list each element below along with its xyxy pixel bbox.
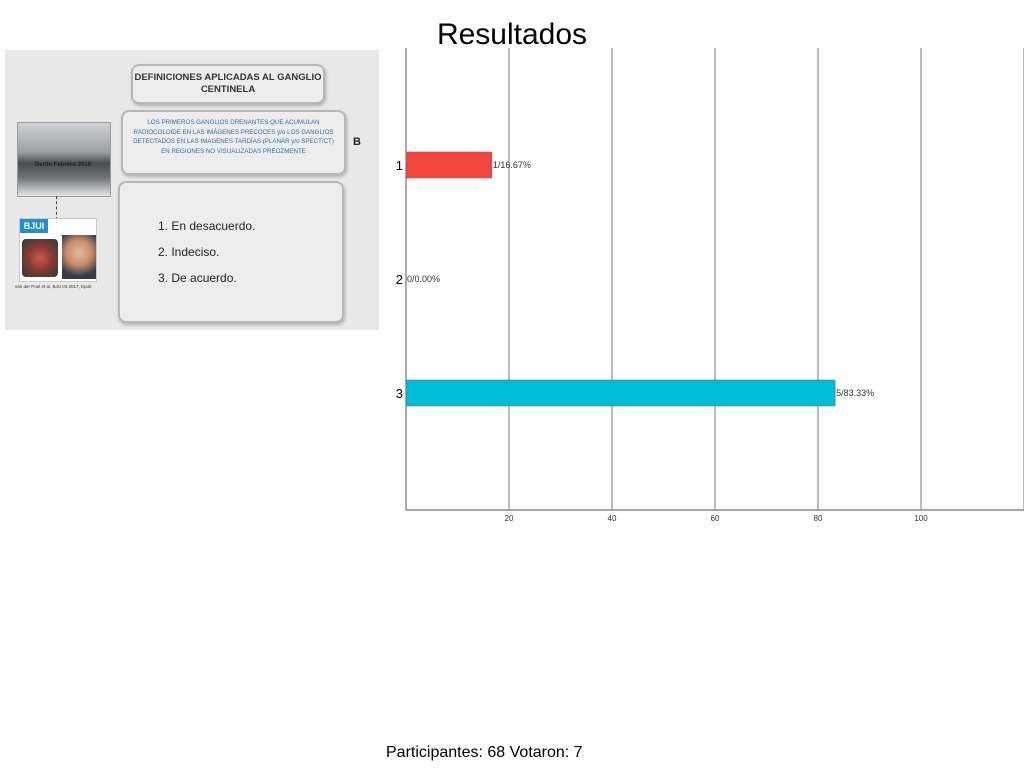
- category-label: 2: [395, 272, 403, 287]
- option-2: 2. Indeciso.: [158, 245, 220, 259]
- category-label: 3: [395, 386, 403, 401]
- data-label: 1/16.67%: [492, 160, 531, 170]
- x-tick-label: 80: [813, 514, 823, 523]
- citation-caption: van der Poel et al, BJU Int 2017, Epub: [15, 284, 92, 289]
- x-tick-label: 20: [504, 514, 514, 523]
- definition-title-box: DEFINICIONES APLICADAS AL GANGLIO CENTINELA: [131, 64, 325, 104]
- x-tick-label: 40: [607, 514, 617, 523]
- data-label: 5/83.33%: [836, 388, 875, 398]
- bar-3: [406, 380, 835, 406]
- option-3: 3. De acuerdo.: [158, 271, 237, 285]
- x-tick-label: 60: [710, 514, 720, 523]
- option-1: 1. En desacuerdo.: [158, 219, 256, 233]
- category-label: 1: [395, 158, 403, 173]
- vote-summary: Participantes: 68 Votaron: 7: [386, 744, 583, 761]
- option-letter: B: [353, 136, 361, 148]
- title-text: Resultados: [436, 18, 588, 51]
- bar-1: [406, 152, 492, 178]
- journal-logo: BJUI: [20, 219, 48, 233]
- definition-text-box: LOS PRIMEROS GANGLIOS DRENANTES QUE ACUMULAN RADIOCOLOIDE EN LAS IMÁGENES PRECOCES y/o LOS GANGLIOS DETECTADOS EN LAS IMAGENES TARDÍAS (PLANAR y/o SPECT/CT) EN REGIONES NO VISUALIZADAS PREOZMENTE: [121, 110, 346, 175]
- data-label: 0/0.00%: [407, 274, 441, 284]
- group-photo-caption: Berlín Febrero 2016: [34, 162, 92, 168]
- x-tick-label: 100: [914, 514, 928, 523]
